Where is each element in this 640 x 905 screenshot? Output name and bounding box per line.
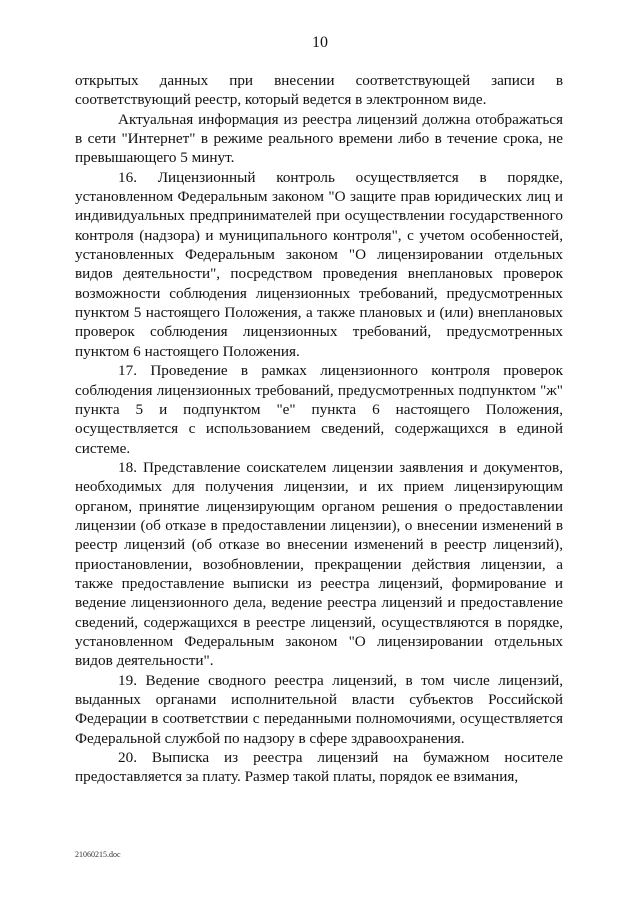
paragraph-continuation: открытых данных при внесении соответствующей записи в соответствующий реестр, который ведется в электронном виде. [75, 72, 563, 109]
footer-document-code: 21060215.doc [75, 850, 121, 859]
page-number: 10 [312, 34, 328, 51]
paragraph-16: 16. Лицензионный контроль осуществляется в порядке, установленном Федеральным законом "О защите прав юридических лиц и индивидуальных предпринимателей при осуществлении государственного контроля (надзора) и муниципального контроля", с учетом особенностей, установленных Федеральным законом "О лицензировании отдельных видов деятельности", посредством проведения внеплановых проверок возможности соблюдения лицензионных требований, предусмотренных пунктом 5 настоящего Положения, а также плановых и (или) внеплановых проверок соблюдения лицензионных требований, предусмотренных пунктом 6 настоящего Положения. [75, 168, 563, 360]
paragraph-17: 17. Проведение в рамках лицензионного контроля проверок соблюдения лицензионных требований, предусмотренных подпунктом "ж" пункта 5 и подпунктом "е" пункта 6 настоящего Положения, осуществляется с использованием сведений, содержащихся в единой системе. [75, 362, 563, 457]
paragraph-internet-info: Актуальная информация из реестра лицензий должна отображаться в сети "Интернет" в режиме реального времени либо в течение срока, не превышающего 5 минут. [75, 110, 563, 167]
paragraph-19: 19. Ведение сводного реестра лицензий, в том числе лицензий, выданных органами исполнительной власти субъектов Российской Федерации в соответствии с переданными полномочиями, осуществляется Федеральной службой по надзору в сфере здравоохранения. [75, 671, 563, 747]
document-body [75, 71, 563, 787]
paragraph-18: 18. Представление соискателем лицензии заявления и документов, необходимых для получения лицензии, и их прием лицензирующим органом, принятие лицензирующим органом решения о предоставлении лицензии (об отказе в предоставлении лицензии), о внесении изменений в реестр лицензий (об отказе во внесении изменений в реестр лицензий), приостановлении, возобновлении, прекращении действия лицензии, а также предоставление выписки из реестра лицензий, формирование и ведение лицензионного дела, ведение реестра лицензий и предоставление сведений, содержащихся в реестре лицензий, осуществляются в порядке, установленном Федеральным законом "О лицензировании отдельных видов деятельности". [75, 458, 563, 670]
paragraph-20: 20. Выписка из реестра лицензий на бумажном носителе предоставляется за плату. Размер такой платы, порядок ее взимания, [75, 749, 563, 786]
